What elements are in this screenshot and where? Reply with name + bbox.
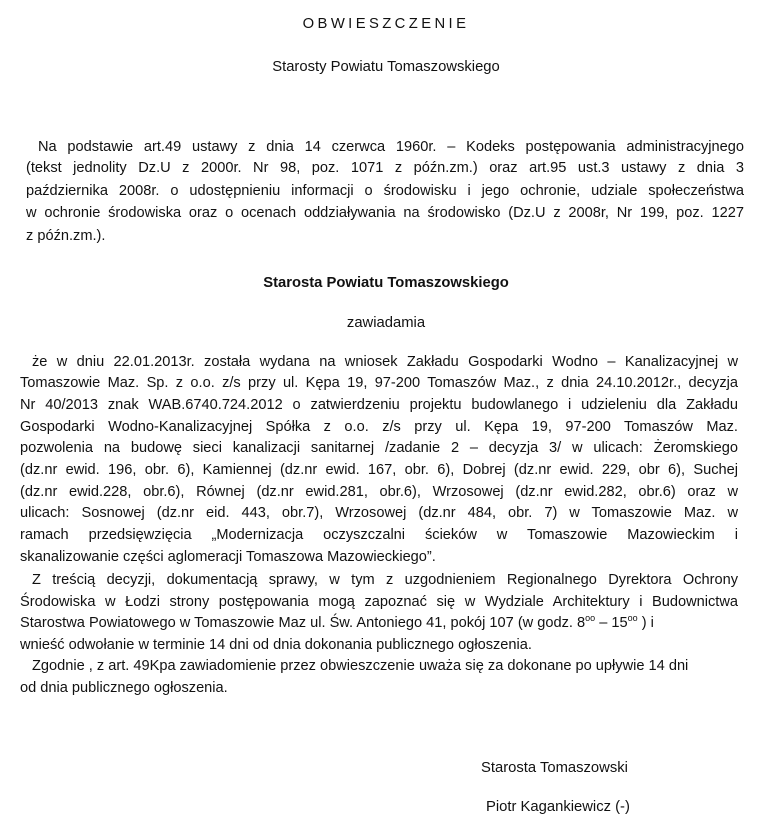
access-line: Z treścią decyzji, dokumentacją sprawy, w tym z uzgodnieniem Regionalnego Dyrektora Ochrony (32, 572, 738, 588)
closing-line: Zgodnie , z art. 49Kpa zawiadomienie przez obwieszczenie uważa się za dokonane po upływie 14 dni (32, 658, 689, 674)
intro-line: (tekst jednolity Dz.U z 2000r. Nr 98, poz. 1071 z późn.zm.) oraz art.95 ust.3 ustawy z dnia 3 (26, 160, 744, 176)
decision-line: pozwolenia na budowę sieci kanalizacji sanitarnej /zadanie 2 – decyzja 3/ w ulicach: Żeromskiego (20, 440, 738, 456)
access-line-hours (20, 613, 654, 634)
access-line: Środowiska w Łodzi strony postępowania mogą zapoznać się w Wydziale Architektury i Budownictwa (20, 594, 738, 610)
decision-line: (dz.nr ewid. 196, obr. 6), Kamiennej (dz.nr ewid. 167, obr. 6), Dobrej (dz.nr ewid. 229, obr 6), Suchej (20, 462, 738, 478)
decision-line: ulicach: Sosnowej (dz.nr eid. 443, obr.7), Wrzosowej (dz.nr 484, obr. 7) w Tomaszowie Maz. w (20, 505, 738, 521)
intro-line: w ochronie środowiska oraz o ocenach oddziaływania na środowisko (Dz.U z 2008r, Nr 199, poz. 1227 (26, 205, 744, 221)
closing-line: od dnia publicznego ogłoszenia. (20, 680, 228, 696)
hours-end-sup: oo (627, 613, 638, 623)
decision-line: ramach przedsięwzięcia „Modernizacja oczyszczalni ścieków w Tomaszowie Mazowieckim i (20, 527, 738, 543)
decision-line: Nr 40/2013 znak WAB.6740.724.2012 o zatwierdzeniu projektu budowlanego i udzieleniu dla Zakładu (20, 397, 738, 413)
access-line: wnieść odwołanie w terminie 14 dni od dnia dokonania publicznego ogłoszenia. (20, 637, 532, 653)
document-title: OBWIESZCZENIE (302, 16, 470, 32)
intro-line: z późn.zm.). (26, 228, 106, 244)
decision-line: skanalizowanie części aglomeracji Tomaszowa Mazowieckiego”. (20, 549, 436, 565)
notification-verb: zawiadamia (346, 315, 426, 331)
intro-line: października 2008r. o udostępnieniu informacji o środowisku i jego ochronie, udziale społeczeństwa (26, 183, 744, 199)
document-subtitle: Starosty Powiatu Tomaszowskiego (272, 59, 500, 75)
hours-start-sup: oo (585, 613, 596, 623)
hours-dash: – 15 (595, 615, 628, 631)
decision-line: Gospodarki Wodno-Kanalizacyjnej Spółka z o.o. z/s przy ul. Kępa 19, 97-200 Tomaszów Maz. (20, 419, 738, 435)
decision-line: (dz.nr ewid.228, obr.6), Równej (dz.nr ewid.281, obr.6), Wrzosowej (dz.nr ewid.282, obr.6) oraz w (20, 484, 738, 500)
issuer-heading: Starosta Powiatu Tomaszowskiego (263, 275, 509, 291)
intro-line: Na podstawie art.49 ustawy z dnia 14 czerwca 1960r. – Kodeks postępowania administracyjnego (38, 139, 744, 155)
signature-role: Starosta Tomaszowski (481, 760, 628, 776)
decision-line: że w dniu 22.01.2013r. została wydana na wniosek Zakładu Gospodarki Wodno – Kanalizacyjnej w (32, 354, 738, 370)
access-line-text: Starostwa Powiatowego w Tomaszowie Maz ul. Św. Antoniego 41, pokój 107 (w godz. 8 (20, 615, 586, 631)
decision-line: Tomaszowie Maz. Sp. z o.o. z/s przy ul. Kępa 19, 97-200 Tomaszów Maz., z dnia 24.10.2012r., decyzja (20, 375, 738, 391)
hours-tail: ) i (637, 615, 654, 631)
signature-name: Piotr Kagankiewicz (-) (486, 799, 630, 815)
